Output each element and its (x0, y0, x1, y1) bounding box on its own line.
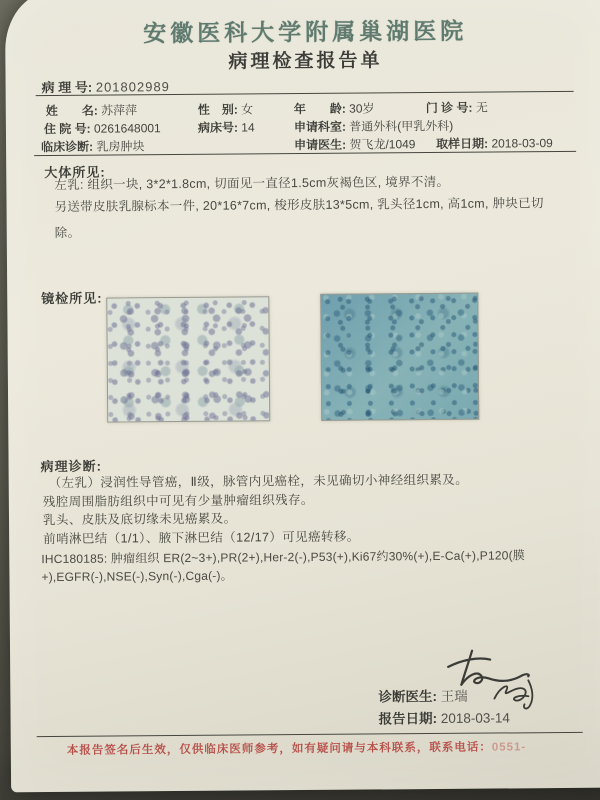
inpatient-no-value: 0261648001 (93, 121, 161, 136)
gross-findings-line: 另送带皮肤乳腺标本一件, 20*16*7cm, 梭形皮肤13*5cm, 乳头径1cm, 高1cm, 肿块已切除。 (54, 196, 544, 240)
sex-value: 女 (241, 102, 254, 117)
pathology-number-value: 201802989 (95, 79, 170, 95)
request-dept-label: 申请科室: (293, 119, 346, 135)
pathology-number-label: 病 理 号: (41, 79, 93, 96)
gross-findings-heading: 大体所见: (44, 164, 106, 181)
bed-no-value: 14 (241, 120, 255, 135)
patient-name-value: 苏萍萍 (101, 103, 138, 118)
clinical-diagnosis-value: 乳房肿块 (96, 139, 145, 154)
sex-label: 性 别: (197, 102, 238, 117)
patient-name-field (46, 101, 137, 119)
clinical-diagnosis-field (41, 137, 144, 155)
diagnosis-line: 残腔周围脂肪组织中可见有少量肿瘤组织残存。 (42, 492, 314, 510)
outpatient-no-field (426, 99, 488, 116)
histology-micrograph-right (320, 293, 479, 421)
inpatient-no-label: 住 院 号: (43, 121, 91, 137)
hospital-name: 安徽医科大学附属巢湖医院 (143, 17, 468, 47)
pathology-number-row (42, 76, 170, 96)
bed-no-field (198, 118, 255, 135)
diagnosing-doctor-row (378, 685, 467, 706)
sampling-date-label: 取样日期: (436, 136, 489, 151)
age-field (294, 99, 375, 117)
age-value: 30岁 (349, 101, 375, 116)
request-doctor-label: 申请医生: (294, 137, 347, 153)
report-title: 病理检查报告单 (228, 50, 383, 73)
diagnosing-doctor-name: 王瑞 (440, 688, 468, 704)
footer-phone: 0551- (491, 741, 527, 754)
doctor-handwritten-signature (488, 676, 548, 710)
bed-no-label: 病床号: (197, 120, 238, 135)
sex-field (198, 100, 253, 117)
outpatient-no-label: 门 诊 号: (425, 100, 473, 116)
inpatient-no-field (44, 119, 161, 137)
footer-divider (37, 732, 583, 737)
request-doctor-field (294, 135, 416, 153)
age-label: 年 龄: (293, 101, 346, 117)
pathology-diagnosis-heading: 病理诊断: (40, 458, 102, 475)
footer-disclaimer (67, 738, 587, 758)
ihc-result-line: IHC180185: 肿瘤组织 ER(2~3+),PR(2+),Her-2(-),P53(+),Ki67约30%(+),E-Ca(+),P120(膜+),EGFR(-),NSE(-),Syn(-),Cga(-)。 (41, 548, 526, 585)
patient-name-label: 姓 名: (45, 103, 98, 119)
outpatient-no-value: 无 (475, 100, 488, 115)
diagnosis-line: 前哨淋巴结（1/1）、腋下淋巴结（12/17）可见癌转移。 (43, 529, 360, 547)
microscopy-heading: 镜检所见: (41, 290, 103, 307)
sampling-date-value: 2018-03-09 (491, 136, 553, 151)
clinical-diagnosis-label: 临床诊断: (41, 139, 94, 155)
report-date-label: 报告日期: (378, 710, 438, 727)
diagnosing-doctor-label: 诊断医生: (378, 688, 437, 705)
report-paper (5, 0, 600, 792)
footer-disclaimer-text: 本报告签名后生效，仅供临床医师参考，如有疑问请与本科联系，联系电话： (66, 741, 492, 757)
diagnosis-line: （左乳）浸润性导管癌，Ⅱ级，脉管内见癌栓，未见确切小神经组织累及。 (48, 472, 469, 491)
diagnosis-line: 乳头、皮肤及底切缘未见癌累及。 (42, 511, 237, 528)
sampling-date-field (436, 134, 553, 152)
request-dept-value: 普通外科(甲乳外科) (349, 118, 454, 134)
histology-micrograph-left (106, 296, 270, 422)
report-date-value: 2018-03-14 (440, 710, 510, 726)
report-date-row (378, 706, 509, 727)
gross-findings-line: 左乳: 组织一块, 3*2*1.8cm, 切面见一直径1.5cm灰褐色区, 境界不清。 (54, 174, 450, 192)
request-doctor-value: 贺飞龙/1049 (349, 137, 416, 152)
request-dept-field (294, 117, 453, 135)
